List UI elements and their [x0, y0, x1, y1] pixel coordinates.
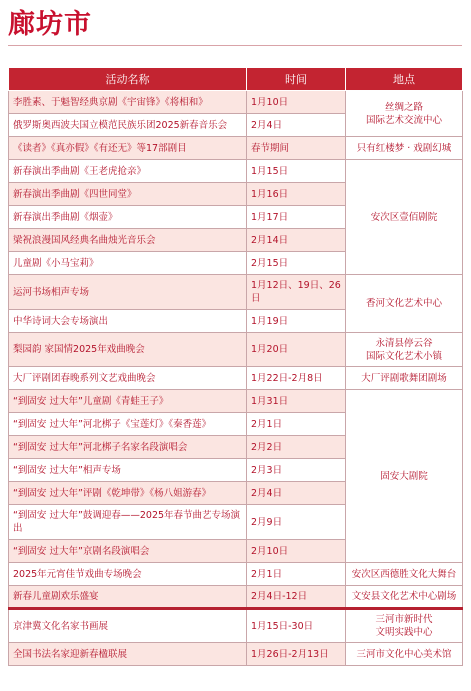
header-activity: 活动名称	[9, 68, 247, 91]
venue-cell: 香河文化艺术中心	[346, 275, 463, 333]
activity-cell: 《读者》《真亦假》《有还无》等17部剧目	[9, 137, 247, 160]
table-row	[9, 275, 463, 310]
activity-cell: “到固安 过大年”儿童剧《青蛙王子》	[9, 390, 247, 413]
venue-cell: 文安县文化艺术中心剧场	[346, 586, 463, 609]
activity-cell: 运河书场相声专场	[9, 275, 247, 310]
activity-cell: 李胜素、于魁智经典京剧《宇宙锋》《将相和》	[9, 91, 247, 114]
time-cell: 1月12日、19日、26日	[247, 275, 346, 310]
table-row	[9, 586, 463, 609]
time-cell: 2月4日-12日	[247, 586, 346, 609]
activity-cell: “到固安 过大年”河北梆子《宝莲灯》《秦香莲》	[9, 413, 247, 436]
activity-cell: 梁祝浪漫国风经典名曲烛光音乐会	[9, 229, 247, 252]
activity-cell: “到固安 过大年”河北梆子名家名段演唱会	[9, 436, 247, 459]
activity-cell: 新春演出季曲剧《四世同堂》	[9, 183, 247, 206]
table-row	[9, 333, 463, 367]
time-cell: 1月19日	[247, 310, 346, 333]
time-cell: 1月22日-2月8日	[247, 367, 346, 390]
time-cell: 1月10日	[247, 91, 346, 114]
activity-cell: 2025年元宵佳节戏曲专场晚会	[9, 563, 247, 586]
table-row	[9, 390, 463, 413]
time-cell: 2月15日	[247, 252, 346, 275]
venue-cell: 大厂评剧歌舞团剧场	[346, 367, 463, 390]
table-row	[9, 137, 463, 160]
activity-cell: 新春儿童剧欢乐盛宴	[9, 586, 247, 609]
activity-cell: 京津冀文化名家书画展	[9, 609, 247, 643]
time-cell: 2月9日	[247, 505, 346, 540]
activity-cell: 俄罗斯奥西波夫国立模范民族乐团2025新春音乐会	[9, 114, 247, 137]
activity-cell: “到固安 过大年”评剧《乾坤带》《杨八姐游春》	[9, 482, 247, 505]
table-row	[9, 643, 463, 666]
table-row	[9, 563, 463, 586]
activity-cell: 大厂评剧团春晚系列文艺戏曲晚会	[9, 367, 247, 390]
table-header-row	[9, 68, 463, 91]
time-cell: 1月20日	[247, 333, 346, 367]
activity-cell: “到固安 过大年”鼓调迎春——2025年春节曲艺专场演出	[9, 505, 247, 540]
activity-cell: 新春演出季曲剧《王老虎抢亲》	[9, 160, 247, 183]
time-cell: 2月1日	[247, 413, 346, 436]
activity-cell: 新春演出季曲剧《烟壶》	[9, 206, 247, 229]
header-venue: 地点	[346, 68, 463, 91]
table-row	[9, 367, 463, 390]
activity-cell: 梨园韵 家国情2025年戏曲晚会	[9, 333, 247, 367]
time-cell: 2月10日	[247, 540, 346, 563]
venue-cell: 固安大剧院	[346, 390, 463, 563]
time-cell: 春节期间	[247, 137, 346, 160]
venue-cell: 安次区西德胜文化大舞台	[346, 563, 463, 586]
time-cell: 1月16日	[247, 183, 346, 206]
venue-cell: 安次区壹佰剧院	[346, 160, 463, 275]
time-cell: 1月26日-2月13日	[247, 643, 346, 666]
time-cell: 2月14日	[247, 229, 346, 252]
page-title: 廊坊市	[8, 9, 92, 40]
header-time: 时间	[247, 68, 346, 91]
venue-cell: 丝绸之路 国际艺术交流中心	[346, 91, 463, 137]
activity-cell: “到固安 过大年”京剧名段演唱会	[9, 540, 247, 563]
time-cell: 1月17日	[247, 206, 346, 229]
time-cell: 2月4日	[247, 482, 346, 505]
time-cell: 2月2日	[247, 436, 346, 459]
time-cell: 1月31日	[247, 390, 346, 413]
time-cell: 2月1日	[247, 563, 346, 586]
title-divider	[8, 45, 462, 46]
activity-cell: 中华诗词大会专场演出	[9, 310, 247, 333]
events-table	[8, 67, 463, 666]
activity-cell: 全国书法名家迎新春楹联展	[9, 643, 247, 666]
table-row	[9, 609, 463, 643]
activity-cell: “到固安 过大年”相声专场	[9, 459, 247, 482]
time-cell: 1月15日-30日	[247, 609, 346, 643]
table-row	[9, 91, 463, 114]
activity-cell: 儿童剧《小马宝莉》	[9, 252, 247, 275]
venue-cell: 只有红楼梦 · 戏剧幻城	[346, 137, 463, 160]
table-row	[9, 160, 463, 183]
venue-cell: 永清县停云谷 国际文化艺术小镇	[346, 333, 463, 367]
time-cell: 2月4日	[247, 114, 346, 137]
venue-cell: 三河市新时代 文明实践中心	[346, 609, 463, 643]
time-cell: 2月3日	[247, 459, 346, 482]
time-cell: 1月15日	[247, 160, 346, 183]
venue-cell: 三河市文化中心美术馆	[346, 643, 463, 666]
